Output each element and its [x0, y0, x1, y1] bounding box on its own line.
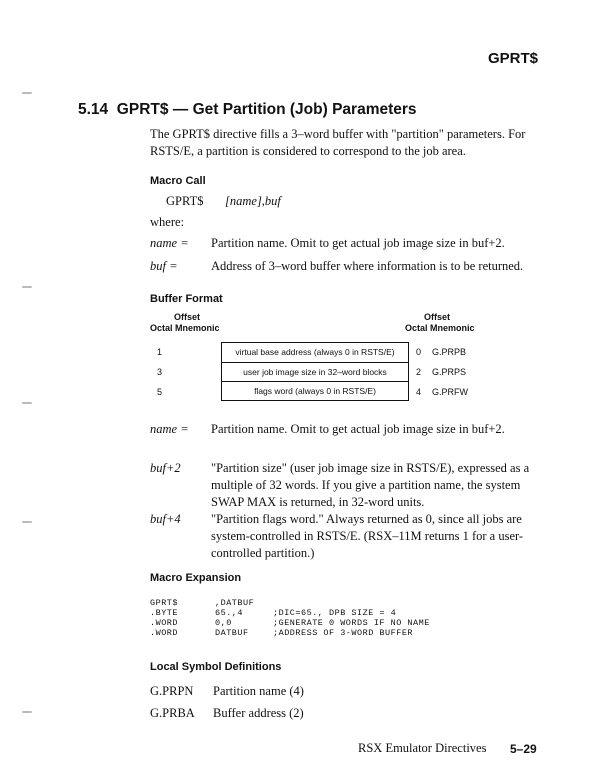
- macro-call-syntax-name: GPRT$: [166, 194, 204, 208]
- buffer-word-row: virtual base address (always 0 in RSTS/E): [235, 347, 395, 357]
- mnemonic: G.PRPS: [432, 367, 467, 377]
- local-symbols-heading: Local Symbol Definitions: [150, 661, 282, 673]
- intro-paragraph: [150, 126, 525, 160]
- code-arg: 65.,4: [215, 608, 244, 618]
- scan-edge-mark: [22, 521, 32, 523]
- param-desc: Partition name. Omit to get actual job image size in buf+2.: [211, 236, 505, 250]
- intro-line: RSTS/E, a partition is considered to correspond to the job area.: [150, 144, 466, 158]
- running-head: GPRT$: [487, 50, 538, 67]
- definition-term: buf+4: [150, 512, 181, 526]
- definition-term: name =: [150, 422, 189, 436]
- mnemonic: G.PRFW: [432, 387, 468, 397]
- param-desc: Address of 3–word buffer where information is to be returned.: [211, 259, 524, 273]
- page-number: 5–29: [510, 742, 537, 756]
- left-offset: 3: [157, 367, 163, 377]
- code-comment: ;GENERATE 0 WORDS IF NO NAME: [273, 618, 430, 628]
- definition-line: SWAP MAX is returned, in 32-word units.: [211, 495, 425, 509]
- where-label: where:: [150, 215, 185, 229]
- definition-line: "Partition size" (user job image size in RSTS/E), expressed as a: [211, 461, 530, 475]
- section-title: [78, 101, 417, 119]
- scan-edge-mark: [22, 402, 32, 404]
- section-title-text: GPRT$ — Get Partition (Job) Parameters: [116, 101, 417, 118]
- scan-edge-mark: [22, 286, 32, 288]
- definition-line: controlled partition.): [211, 546, 315, 560]
- right-offset: 0: [416, 347, 422, 357]
- intro-line: The GPRT$ directive fills a 3–word buffer with "partition" parameters. For: [150, 127, 526, 141]
- definition-term: buf+2: [150, 461, 181, 475]
- definition-desc: [211, 511, 523, 562]
- scan-edge-mark: [22, 711, 32, 713]
- definition-desc: [211, 421, 505, 438]
- definition-line: system-controlled in RSTS/E. (RSX–11M returns 1 for a user-: [211, 529, 524, 543]
- param-term: name =: [150, 236, 189, 250]
- left-offset-header: Offset: [174, 312, 201, 322]
- code-arg: DATBUF: [215, 628, 249, 638]
- code-op: .BYTE: [150, 608, 179, 618]
- buffer-word-row: user job image size in 32–word blocks: [222, 362, 408, 382]
- buffer-format-heading: Buffer Format: [150, 293, 223, 305]
- definition-line: multiple of 32 words. If you give a partition name, the system: [211, 478, 521, 492]
- symbol-desc: Partition name (4): [213, 684, 304, 698]
- code-op: GPRT$: [150, 598, 179, 608]
- code-arg: ,DATBUF: [215, 598, 255, 608]
- code-comment: ;DIC=65., DPB SIZE = 4: [273, 608, 397, 618]
- code-arg: 0,0: [215, 618, 232, 628]
- right-octal-header: Octal Mnemonic: [405, 323, 475, 333]
- code-op: .WORD: [150, 628, 179, 638]
- left-octal-header: Octal Mnemonic: [150, 323, 220, 333]
- scan-edge-mark: [22, 92, 32, 94]
- buffer-word-row: flags word (always 0 in RSTS/E): [222, 381, 408, 401]
- right-offset: 2: [416, 367, 422, 377]
- code-comment: ;ADDRESS OF 3-WORD BUFFER: [273, 628, 414, 638]
- right-offset-header: Offset: [424, 312, 451, 322]
- macro-call-heading: Macro Call: [150, 175, 206, 187]
- right-offset: 4: [416, 387, 422, 397]
- buffer-format-diagram: [221, 342, 409, 401]
- definition-line: Partition name. Omit to get actual job image size in buf+2.: [211, 422, 505, 436]
- param-term: buf =: [150, 259, 178, 273]
- footer-title: RSX Emulator Directives: [358, 741, 487, 755]
- definition-line: "Partition flags word." Always returned as 0, since all jobs are: [211, 512, 522, 526]
- left-offset: 1: [157, 347, 163, 357]
- macro-call-syntax-args: [name],buf: [225, 194, 281, 208]
- code-op: .WORD: [150, 618, 179, 628]
- mnemonic: G.PRPB: [432, 347, 467, 357]
- section-number: 5.14: [78, 101, 109, 118]
- macro-expansion-heading: Macro Expansion: [150, 572, 242, 584]
- left-offset: 5: [157, 387, 163, 397]
- symbol-name: G.PRPN: [150, 684, 194, 698]
- symbol-name: G.PRBA: [150, 706, 195, 720]
- symbol-desc: Buffer address (2): [213, 706, 304, 720]
- definition-desc: [211, 460, 529, 511]
